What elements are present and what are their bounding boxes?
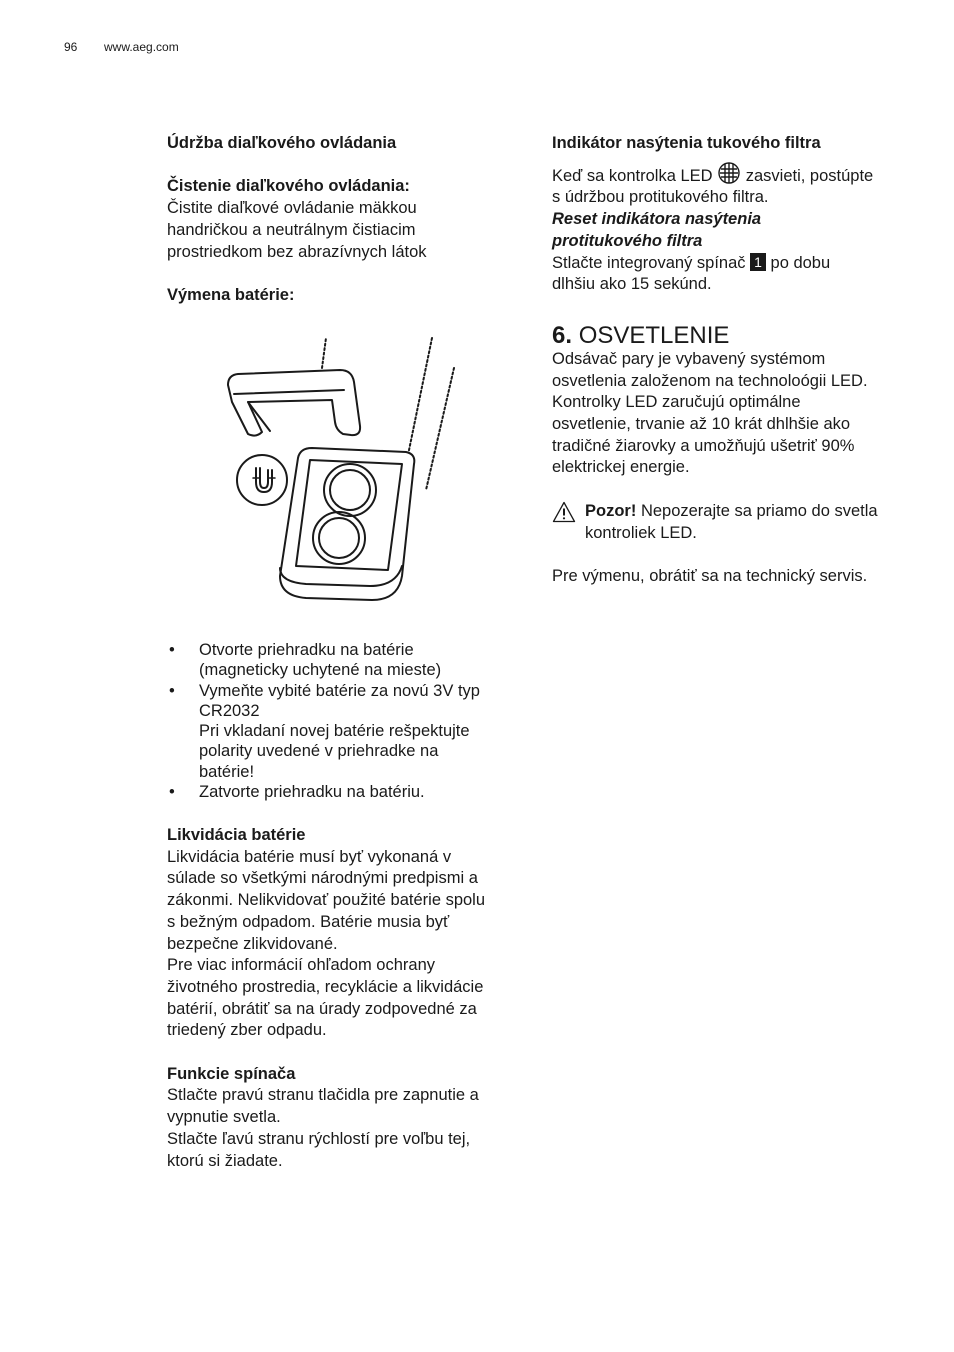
reset-line: dlhšiu ako 15 sekúnd. [552, 275, 712, 294]
step-line: polarity uvedené v priehradke na [199, 742, 439, 761]
battery-compartment-illustration [220, 330, 470, 610]
left-column-bottom [167, 825, 527, 1172]
section-title-text: OSVETLENIE [578, 321, 730, 349]
list-item [167, 681, 527, 782]
disposal-text-line: s bežným odpadom. Batérie musia byť [167, 912, 450, 931]
lighting-text-line: elektrickej energie. [552, 458, 690, 477]
service-text: Pre výmenu, obrátiť sa na technický servis. [552, 566, 868, 585]
indicator-line [552, 161, 922, 188]
disposal-text-line: bezpečne zlikvidované. [167, 934, 338, 953]
warning-text: Nepozerajte sa priamo do svetla [640, 501, 878, 520]
switch-heading: Funkcie spínača [167, 1064, 296, 1083]
site-url[interactable]: www.aeg.com [104, 40, 179, 54]
reset-text: po dobu [770, 253, 831, 272]
disposal-heading: Likvidácia batérie [167, 826, 306, 844]
switch-text-line: Stlačte ľavú stranu rýchlostí pre voľbu tej, [167, 1129, 471, 1148]
disposal-text-line: súlade so všetkými národnými predpismi a [167, 869, 478, 888]
maintenance-heading: Údržba diaľkového ovládania [167, 134, 397, 152]
indicator-text: Keď sa kontrolka LED [552, 166, 713, 185]
lighting-text-line: Kontrolky LED zaručujú optimálne [552, 393, 801, 412]
switch-text-line: Stlačte pravú stranu tlačidla pre zapnutie a [167, 1086, 479, 1105]
step-line: Otvorte priehradku na batérie [199, 641, 414, 659]
step-line: Pri vkladaní novej batérie rešpektujte [199, 722, 470, 741]
step-line: batérie! [199, 762, 255, 781]
page-number: 96 [64, 40, 78, 54]
disposal-text-line: batérií, obrátiť sa na úrady zodpovedné za [167, 999, 477, 1018]
disposal-text-line: Likvidácia batérie musí byť vykonaná v [167, 847, 452, 866]
step-line: (magneticky uchytené na mieste) [199, 661, 442, 680]
switch-key-label: 1 [750, 253, 766, 271]
step-line: Vymeňte vybité batérie za novú 3V typ [199, 681, 480, 700]
lighting-text-line: Odsávač pary je vybavený systémom [552, 349, 826, 368]
switch-text-line: vypnutie svetla. [167, 1108, 281, 1127]
disposal-text-line: zákonmi. Nelikvidovať použité batérie spolu [167, 891, 486, 910]
section-number: 6. [552, 321, 573, 349]
warning-label: Pozor! [585, 501, 637, 520]
indicator-heading: Indikátor nasýtenia tukového filtra [552, 134, 821, 152]
right-column [552, 133, 922, 588]
lighting-text-line: osvetlenie, trvanie až 10 krát dhlhšie ako [552, 415, 851, 434]
reset-heading: Reset indikátora nasýtenia [552, 210, 762, 229]
list-item [167, 640, 527, 681]
warning-text: kontroliek LED. [585, 523, 697, 542]
disposal-text-line: triedený zber odpadu. [167, 1021, 327, 1040]
section-title [552, 323, 922, 349]
left-column [167, 133, 527, 307]
switch-text-line: ktorú si žiadate. [167, 1151, 283, 1170]
left-column-lower [167, 640, 527, 802]
step-line: CR2032 [199, 701, 260, 720]
cleaning-text-line: Čistite diaľkové ovládanie mäkkou [167, 199, 417, 218]
step-line: Zatvorte priehradku na batériu. [199, 783, 425, 802]
lighting-text-line: tradičné žiarovky a umožňujú ušetriť 90% [552, 436, 855, 455]
disposal-text-line: Pre viac informácií ohľadom ochrany [167, 956, 436, 975]
lighting-text-line: osvetlenia založenom na technoloógii LED. [552, 371, 868, 390]
warning-note [552, 501, 922, 544]
indicator-text: zasvieti, postúpte [745, 166, 874, 185]
disposal-text-line: životného prostredia, recyklácie a likvidácie [167, 977, 484, 996]
grease-filter-indicator-icon [717, 167, 746, 185]
battery-change-heading: Výmena batérie: [167, 285, 295, 304]
battery-steps-list [167, 640, 527, 802]
cleaning-text-line: prostriedkom bez abrazívnych látok [167, 242, 427, 261]
cleaning-text-line: handričkou a neutrálnym čistiacim [167, 220, 416, 239]
cleaning-heading: Čistenie diaľkového ovládania: [167, 177, 410, 196]
reset-text: Stlačte integrovaný spínač [552, 253, 746, 272]
reset-line [552, 253, 922, 275]
list-item [167, 782, 527, 802]
indicator-line: s údržbou protitukového filtra. [552, 188, 769, 207]
reset-heading: protitukového filtra [552, 231, 703, 250]
